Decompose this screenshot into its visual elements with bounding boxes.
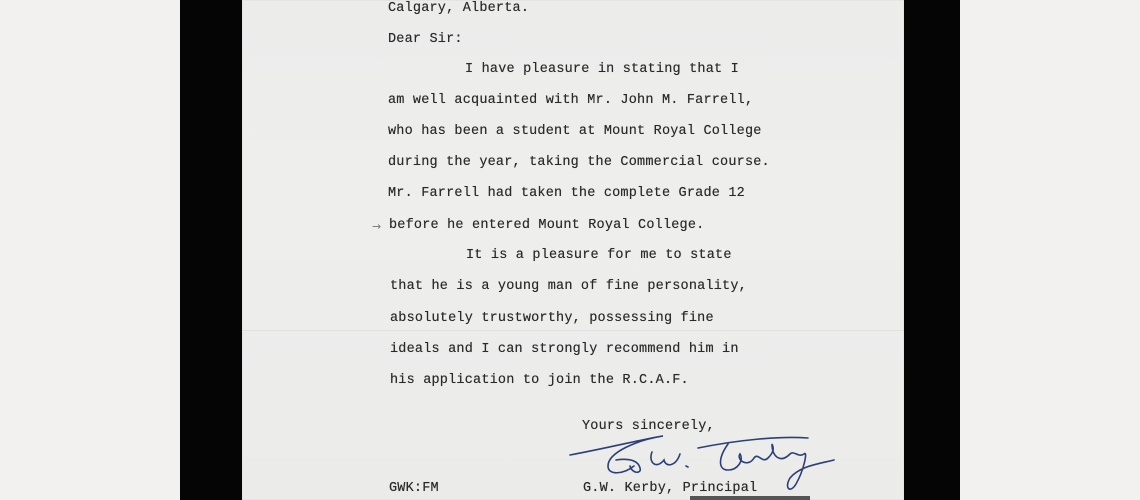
paper-fold-line xyxy=(242,330,904,331)
paragraph2-line3: absolutely trustworthy, possessing fine xyxy=(390,311,714,326)
closing: Yours sincerely, xyxy=(582,419,715,434)
paragraph2-line2: that he is a young man of fine personality, xyxy=(390,279,747,294)
typist-initials: GWK:FM xyxy=(389,481,439,496)
paragraph2-line4: ideals and I can strongly recommend him in xyxy=(390,342,739,357)
paragraph2-line1: It is a pleasure for me to state xyxy=(466,248,732,263)
paragraph1-line5: Mr. Farrell had taken the complete Grade 12 xyxy=(388,186,745,201)
attached-paper-edge xyxy=(690,496,810,500)
paragraph1-line4: during the year, taking the Commercial course. xyxy=(388,155,770,170)
address-line: Calgary, Alberta. xyxy=(388,1,530,16)
salutation: Dear Sir: xyxy=(388,32,463,47)
paragraph1-line1: I have pleasure in stating that I xyxy=(465,62,739,77)
paragraph1-line6: before he entered Mount Royal College. xyxy=(389,218,705,233)
paragraph1-line3: who has been a student at Mount Royal College xyxy=(388,124,762,139)
paragraph2-line5: his application to join the R.C.A.F. xyxy=(390,373,689,388)
margin-arrow-mark: → xyxy=(372,220,382,233)
paragraph1-line2: am well acquainted with Mr. John M. Farrell, xyxy=(388,93,754,108)
signer-name-title: G.W. Kerby, Principal xyxy=(583,481,758,496)
